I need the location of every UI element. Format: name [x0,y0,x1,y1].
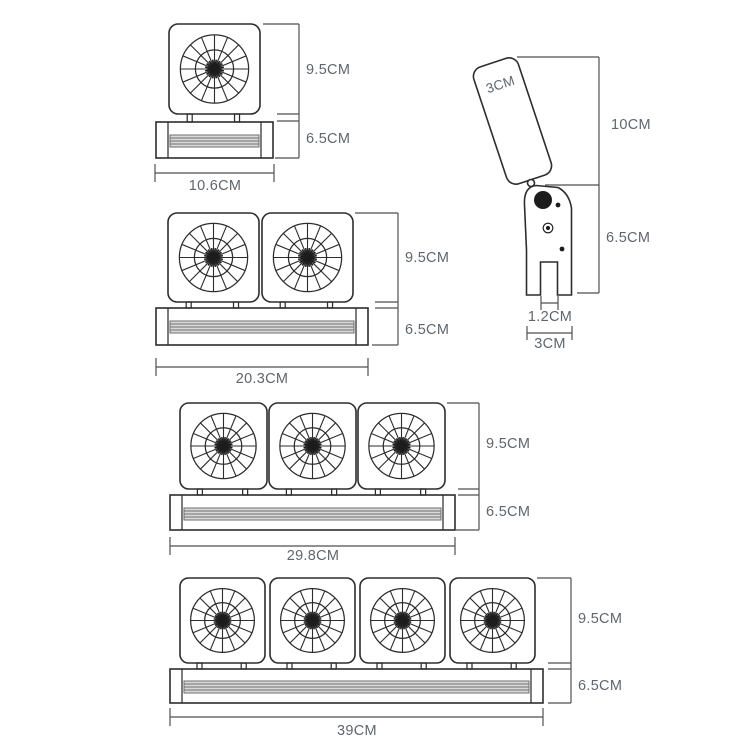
height-dimension [355,213,449,345]
base-height-label: 6.5CM [306,131,351,147]
fan-stem [241,663,246,669]
base-height-label: 6.5CM [405,322,450,338]
triple-fan-unit [170,403,530,564]
width-label: 10.6CM [188,178,242,194]
fan-module [168,213,259,308]
fan-thickness-label: 3CM [484,72,517,97]
fan-hub [397,442,406,451]
single-fan-unit [155,24,350,194]
fan-hub [308,616,317,625]
rivet-dot [556,203,561,208]
width-dimension [170,537,455,564]
fan-stem [197,663,202,669]
fan-stem [377,663,382,669]
fan-stem [328,302,333,308]
quad-fan-unit [170,578,622,739]
fan-module [169,24,260,122]
fan-module [450,578,535,669]
width-label: 39CM [337,723,377,739]
fan-row [180,578,535,669]
fan-stem [186,302,191,308]
width-dimension [156,358,368,387]
fan-stem [331,663,336,669]
fan-stem [280,302,285,308]
fan-row [168,213,353,308]
rivet-dot [560,247,565,252]
fan-module [180,403,267,495]
width-label: 29.8CM [286,548,340,564]
fan-module [270,578,355,669]
fan-module [358,403,445,495]
slot-width-dimension [528,296,572,325]
height-dimension [447,403,530,530]
bracket-height-label: 6.5CM [606,230,651,246]
fan-row [169,24,260,122]
height-dimension [263,24,350,158]
bracket-width-dimension [527,326,572,352]
fan-hub [209,253,218,262]
fan-hub [398,616,407,625]
width-dimension [155,164,274,194]
fan-height-label: 9.5CM [486,436,531,452]
bracket-width-label: 3CM [534,336,566,352]
fan-stem [332,489,337,495]
fan-stem [286,489,291,495]
base-height-label: 6.5CM [578,678,623,694]
fan-length-label: 10CM [611,117,651,133]
fan-hub [308,442,317,451]
fan-hub [218,616,227,625]
fan-stem [243,489,248,495]
fan-stem [421,663,426,669]
fan-hub [219,442,228,451]
fan-module [269,403,356,495]
fan-stem [234,302,239,308]
fan-stem [187,114,192,122]
hinge-pin [528,180,535,187]
height-dimension [537,578,622,703]
double-fan-unit [156,213,449,387]
fan-hub [210,64,219,73]
fan-module [262,213,353,308]
width-label: 20.3CM [235,371,289,387]
fan-stem [375,489,380,495]
fan-side-profile [471,55,554,187]
fan-stem [287,663,292,669]
fan-height-label: 9.5CM [405,250,450,266]
fan-hub [488,616,497,625]
slot-width-label: 1.2CM [527,309,573,325]
fan-row [180,403,445,495]
fan-stem [197,489,202,495]
fan-stem [235,114,240,122]
fan-stem [467,663,472,669]
fan-module [180,578,265,669]
pivot-knob [534,191,552,209]
fan-hub [303,253,312,262]
clamp-side-view [471,55,651,352]
base-height-label: 6.5CM [486,504,531,520]
screw-center [546,226,550,230]
fan-height-label: 9.5CM [578,611,623,627]
fan-stem [421,489,426,495]
fan-module [360,578,445,669]
fan-height-label: 9.5CM [306,62,351,78]
width-dimension [170,708,543,739]
fan-stem [511,663,516,669]
